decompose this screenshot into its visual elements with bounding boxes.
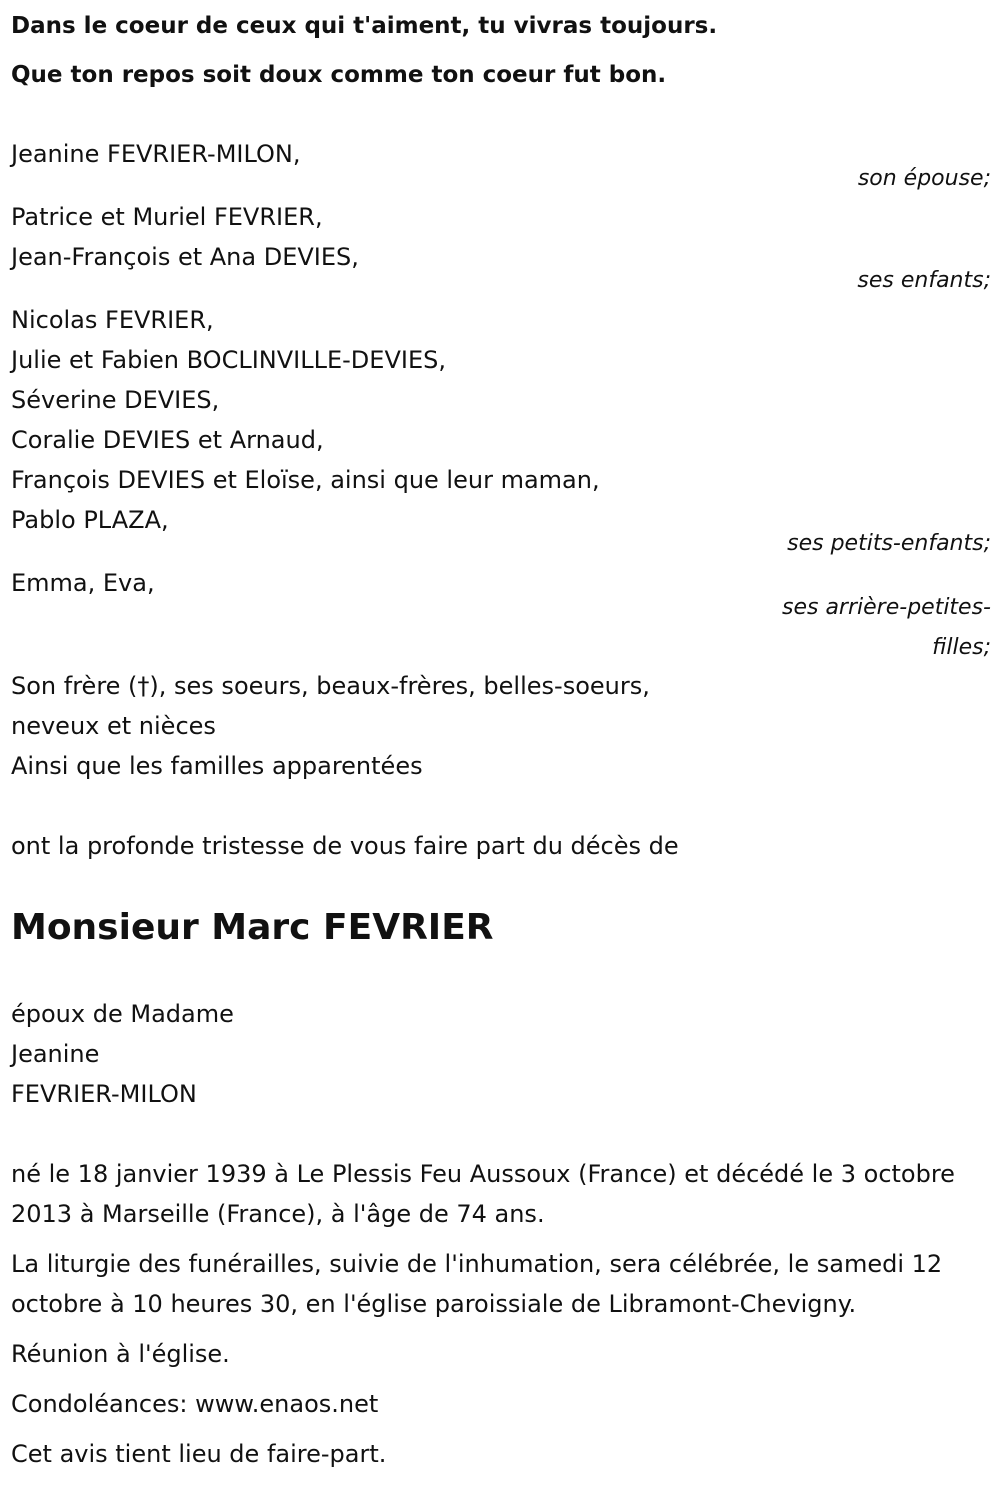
notice-paragraph: Cet avis tient lieu de faire-part. bbox=[11, 1440, 387, 1468]
obituary-notice bbox=[11, 0, 991, 1488]
spouse-of-line: Jeanine bbox=[11, 1040, 100, 1068]
epigraph-line-2: Que ton repos soit doux comme ton coeur fut bon. bbox=[11, 62, 667, 88]
family-line: neveux et nièces bbox=[11, 712, 216, 740]
grandchild-name: Julie et Fabien BOCLINVILLE-DEVIES, bbox=[11, 346, 446, 374]
great-grandchildren-role-line-2: filles; bbox=[932, 635, 991, 660]
meeting-paragraph: Réunion à l'église. bbox=[11, 1340, 230, 1368]
family-line: Ainsi que les familles apparentées bbox=[11, 752, 423, 780]
grandchild-name: François DEVIES et Eloïse, ainsi que leur maman, bbox=[11, 466, 600, 494]
spouse-role: son épouse; bbox=[857, 166, 991, 191]
birth-death-paragraph: né le 18 janvier 1939 à Le Plessis Feu Aussoux (France) et décédé le 3 octobre 2013 à Marseille (France), à l'âge de 74 ans. bbox=[11, 1160, 955, 1228]
great-grandchildren-role-line-1: ses arrière-petites- bbox=[782, 595, 991, 620]
grandchildren-role: ses petits-enfants; bbox=[787, 531, 991, 556]
child-name: Jean-François et Ana DEVIES, bbox=[11, 243, 359, 271]
children-role: ses enfants; bbox=[857, 268, 991, 293]
spouse-name: Jeanine FEVRIER-MILON, bbox=[11, 140, 301, 168]
funeral-paragraph: La liturgie des funérailles, suivie de l'inhumation, sera célébrée, le samedi 12 octobre à 10 heures 30, en l'église paroissiale de Libramont-Chevigny. bbox=[11, 1250, 943, 1318]
spouse-of-line: FEVRIER-MILON bbox=[11, 1080, 197, 1108]
grandchild-name: Nicolas FEVRIER, bbox=[11, 306, 214, 334]
epigraph-line-1: Dans le coeur de ceux qui t'aiment, tu vivras toujours. bbox=[11, 13, 718, 39]
grandchild-name: Coralie DEVIES et Arnaud, bbox=[11, 426, 324, 454]
child-name: Patrice et Muriel FEVRIER, bbox=[11, 203, 323, 231]
deceased-name: Monsieur Marc FEVRIER bbox=[11, 907, 494, 948]
condolences-paragraph: Condoléances: www.enaos.net bbox=[11, 1390, 379, 1418]
grandchild-name: Séverine DEVIES, bbox=[11, 386, 220, 414]
great-grandchild-name: Emma, Eva, bbox=[11, 569, 155, 597]
spouse-of-line: époux de Madame bbox=[11, 1000, 234, 1028]
grandchild-name: Pablo PLAZA, bbox=[11, 506, 169, 534]
announcement-text: ont la profonde tristesse de vous faire part du décès de bbox=[11, 832, 679, 860]
family-line: Son frère (†), ses soeurs, beaux-frères, belles-soeurs, bbox=[11, 672, 650, 700]
